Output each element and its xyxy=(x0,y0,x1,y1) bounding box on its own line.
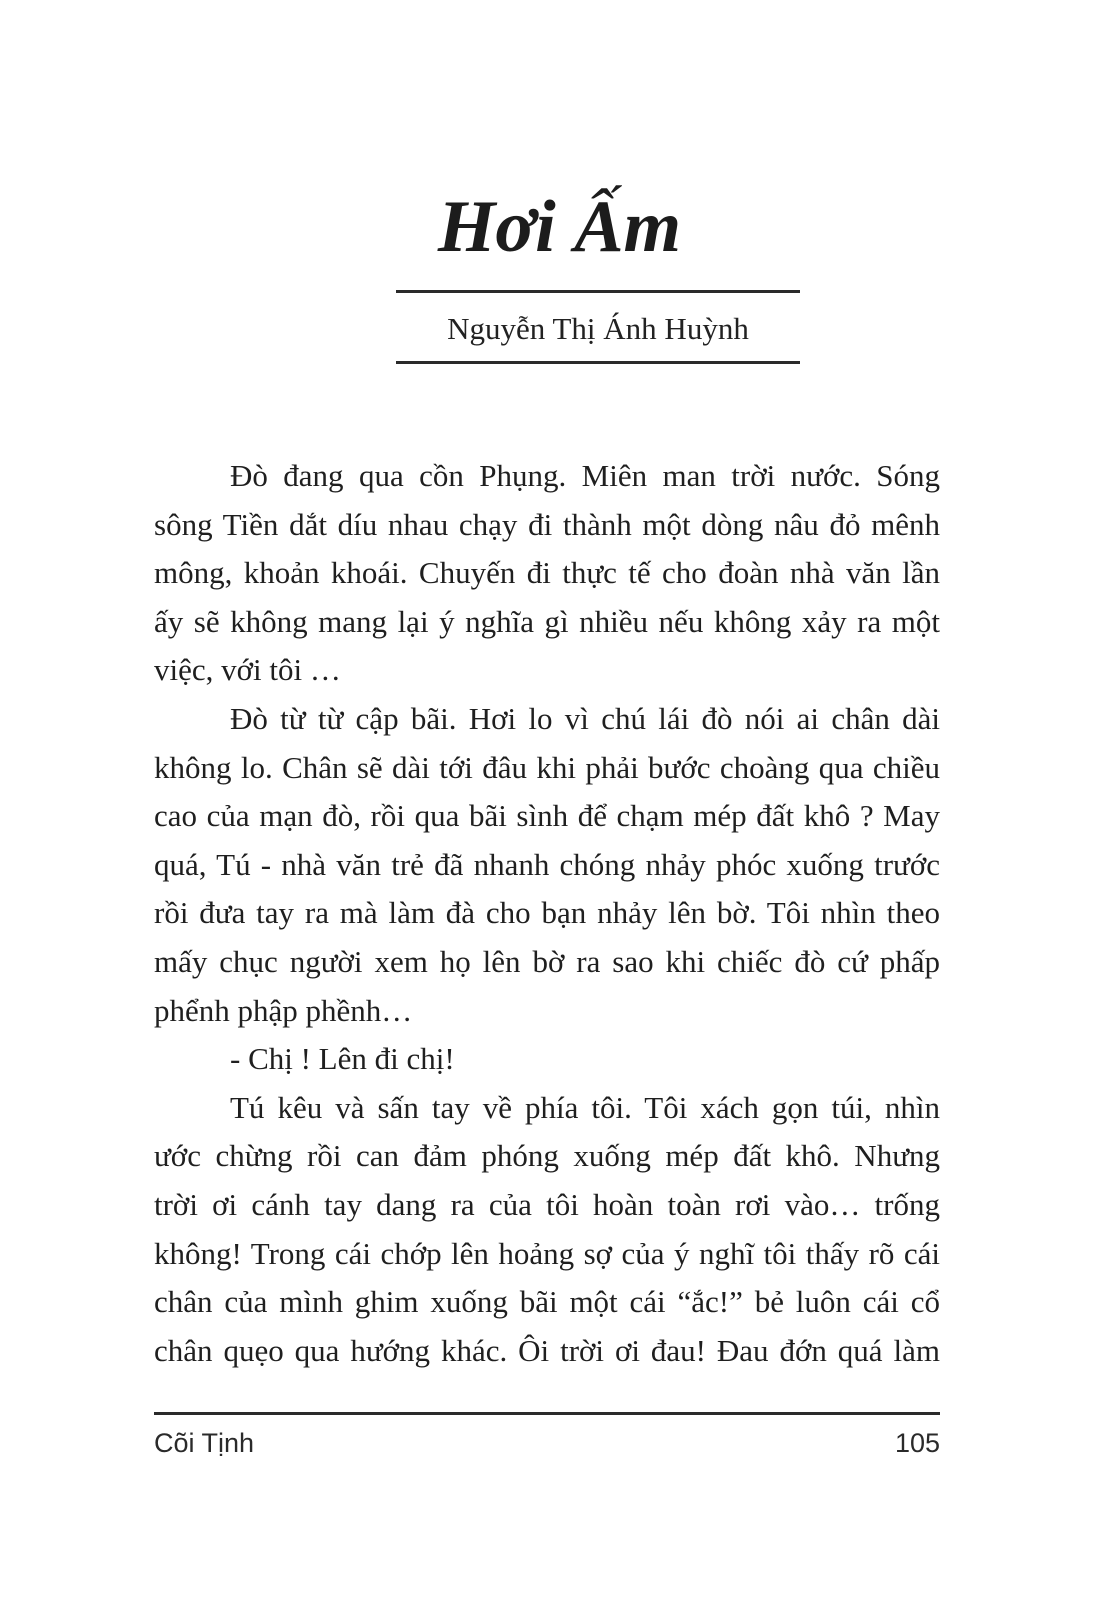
text-line: việc, với tôi … xyxy=(154,652,341,688)
text-line: phểnh phập phềnh… xyxy=(154,992,413,1028)
text-line: ấy sẽ không mang lại ý nghĩa gì nhiều nếu không xảy ra một xyxy=(154,603,940,639)
text-line: quá, Tú - nhà văn trẻ đã nhanh chóng nhảy phóc xuống trước xyxy=(154,846,940,882)
text-line: trời ơi cánh tay dang ra của tôi hoàn toàn rơi vào… trống xyxy=(154,1186,940,1222)
page-number: 105 xyxy=(894,1428,940,1458)
text-line: không! Trong cái chớp lên hoảng sợ của ý nghĩ tôi thấy rõ cái xyxy=(154,1235,940,1271)
text-line: - Chị ! Lên đi chị! xyxy=(230,1041,455,1077)
footer-divider xyxy=(154,1412,940,1415)
text-line: Tú kêu và sấn tay về phía tôi. Tôi xách gọn túi, nhìn xyxy=(230,1089,940,1125)
text-line: mông, khoản khoái. Chuyến đi thực tế cho đoàn nhà văn lần xyxy=(154,555,940,591)
text-line: rồi đưa tay ra mà làm đà cho bạn nhảy lên bờ. Tôi nhìn theo xyxy=(154,895,940,931)
text-line: không lo. Chân sẽ dài tới đâu khi phải bước choàng qua chiều xyxy=(154,749,940,785)
title-divider-bottom xyxy=(396,361,800,364)
text-line: Đò từ từ cập bãi. Hơi lo vì chú lái đò nói ai chân dài xyxy=(230,700,940,736)
title-divider-top xyxy=(396,290,800,293)
text-line: ước chừng rồi can đảm phóng xuống mép đất khô. Nhưng xyxy=(154,1138,940,1174)
text-line: cao của mạn đò, rồi qua bãi sình để chạm mép đất khô ? May xyxy=(154,798,940,834)
text-line: Đò đang qua cồn Phụng. Miên man trời nước. Sóng xyxy=(230,458,940,493)
author-name: Nguyễn Thị Ánh Huỳnh xyxy=(447,311,749,346)
text-line: chân của mình ghim xuống bãi một cái “ắc!” bẻ luôn cái cổ xyxy=(154,1284,940,1320)
text-line: sông Tiền dắt díu nhau chạy đi thành một dòng nâu đỏ mênh xyxy=(154,506,940,542)
text-line: mấy chục người xem họ lên bờ ra sao khi chiếc đò cứ phấp xyxy=(154,943,940,979)
story-text xyxy=(154,452,940,1375)
book-title-footer: Cõi Tịnh xyxy=(154,1428,255,1458)
chapter-title: Hơi Ấm xyxy=(437,186,682,268)
text-line: chân quẹo qua hướng khác. Ôi trời ơi đau! Đau đớn quá làm xyxy=(154,1332,940,1368)
